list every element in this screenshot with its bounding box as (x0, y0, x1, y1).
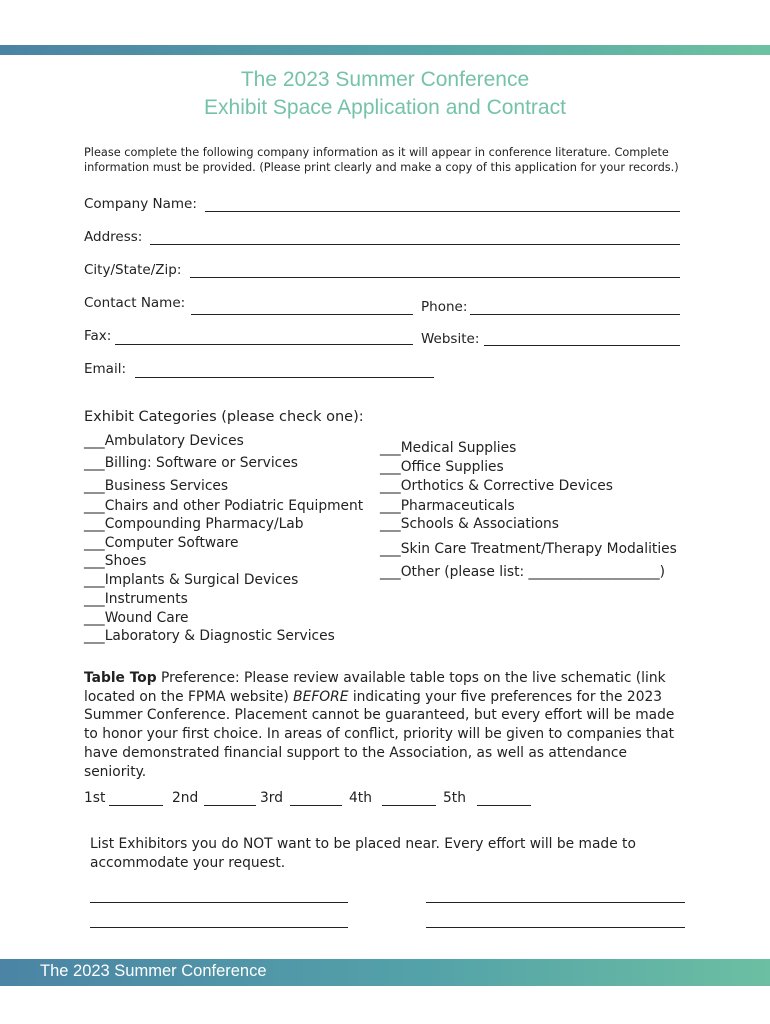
exhibit-categories-heading-bold: Exhibit Categories (84, 409, 217, 425)
table-top-line-2 (84, 688, 684, 707)
category-option[interactable]: ___Other (please list: ___________________) (380, 564, 665, 580)
table-top-line-6: seniority. (84, 763, 147, 780)
category-option[interactable]: ___Orthotics & Corrective Devices (380, 478, 613, 494)
category-option[interactable]: ___Billing: Software or Services (84, 455, 298, 471)
table-top-bold: Table Top (84, 670, 157, 686)
exhibitors-note-line-1: List Exhibitors you do NOT want to be placed near. Every effort will be made to (90, 836, 636, 852)
address-field[interactable] (150, 244, 680, 245)
pref-3rd-label: 3rd (260, 790, 283, 806)
pref-2nd-label: 2nd (172, 790, 199, 806)
address-label: Address: (84, 229, 143, 245)
table-top-bold-2: Preference: (161, 670, 240, 686)
email-field[interactable] (135, 377, 434, 378)
category-option[interactable]: ___Compounding Pharmacy/Lab (84, 516, 304, 532)
category-option[interactable]: ___Shoes (84, 553, 147, 569)
exhibitor-exclusion-field[interactable] (426, 927, 685, 928)
exhibitor-exclusion-field[interactable] (426, 902, 685, 903)
company-name-label: Company Name: (84, 196, 197, 212)
pref-3rd-field[interactable] (290, 805, 342, 806)
page-title: The 2023 Summer Conference (240, 68, 530, 91)
category-option[interactable]: ___Skin Care Treatment/Therapy Modalities (380, 541, 677, 557)
table-top-text-1: Please review available table tops on the live schematic (link (239, 670, 666, 686)
table-top-line-5: have demonstrated financial support to the Association, as well as attendance (84, 744, 627, 761)
pref-4th-label: 4th (349, 790, 372, 806)
table-top-line-3: Summer Conference. Placement cannot be guaranteed, but every effort will be made (84, 707, 675, 724)
contact-name-label: Contact Name: (84, 295, 186, 311)
intro-line-2: information must be provided. (Please print clearly and make a copy of this application for your records.) (84, 161, 679, 174)
city-state-zip-label: City/State/Zip: (84, 262, 182, 278)
email-label: Email: (84, 361, 127, 377)
exhibitors-note (90, 835, 690, 872)
pref-1st-label: 1st (84, 790, 106, 806)
table-top-text-2c: indicating your five preferences for the 2023 (348, 688, 663, 705)
category-option[interactable]: ___Medical Supplies (380, 440, 517, 456)
pref-4th-field[interactable] (382, 805, 436, 806)
company-name-field[interactable] (205, 211, 680, 212)
table-top-text-2a: located on the FPMA website) (84, 688, 294, 705)
category-option[interactable]: ___Chairs and other Podiatric Equipment (84, 498, 364, 514)
pref-1st-field[interactable] (109, 805, 163, 806)
table-top-emphasis: BEFORE (293, 688, 349, 705)
category-option[interactable]: ___Schools & Associations (380, 516, 559, 532)
exhibitor-exclusion-field[interactable] (90, 927, 348, 928)
intro-line-1: Please complete the following company information as it will appear in conference literature. Complete (84, 146, 669, 159)
website-field[interactable] (484, 345, 680, 346)
category-option[interactable]: ___Computer Software (84, 535, 239, 551)
page-subtitle: Exhibit Space Application and Contract (204, 96, 566, 119)
category-option[interactable]: ___Office Supplies (380, 459, 504, 475)
header-accent-bar (0, 45, 770, 55)
pref-5th-field[interactable] (477, 805, 531, 806)
category-option[interactable]: ___Instruments (84, 591, 188, 607)
contact-name-field[interactable] (191, 314, 413, 315)
table-top-line-4: to honor your first choice. In areas of conflict, priority will be given to companies that (84, 726, 675, 743)
footer-text: The 2023 Summer Conference (40, 962, 267, 980)
fax-field[interactable] (115, 344, 413, 345)
fax-label: Fax: (84, 328, 112, 344)
phone-label: Phone: (421, 299, 468, 315)
exhibit-categories-heading (84, 409, 364, 425)
intro-text (84, 145, 704, 175)
category-option[interactable]: ___Wound Care (84, 610, 189, 626)
table-top-line-1 (84, 669, 684, 688)
category-option[interactable]: ___Business Services (84, 478, 229, 494)
pref-5th-label: 5th (443, 790, 466, 806)
table-top-paragraph (84, 669, 684, 781)
pref-2nd-field[interactable] (204, 805, 256, 806)
exhibitors-note-line-2: accommodate your request. (90, 854, 286, 871)
category-option[interactable]: ___Pharmaceuticals (380, 498, 515, 514)
category-option[interactable]: ___Ambulatory Devices (84, 433, 244, 449)
website-label: Website: (421, 331, 480, 347)
city-state-zip-field[interactable] (190, 277, 680, 278)
exhibitor-exclusion-field[interactable] (90, 902, 348, 903)
category-option[interactable]: ___Laboratory & Diagnostic Services (84, 628, 335, 644)
category-option[interactable]: ___Implants & Surgical Devices (84, 572, 299, 588)
phone-field[interactable] (470, 314, 680, 315)
exhibit-categories-heading-note: (please check one): (216, 409, 364, 425)
